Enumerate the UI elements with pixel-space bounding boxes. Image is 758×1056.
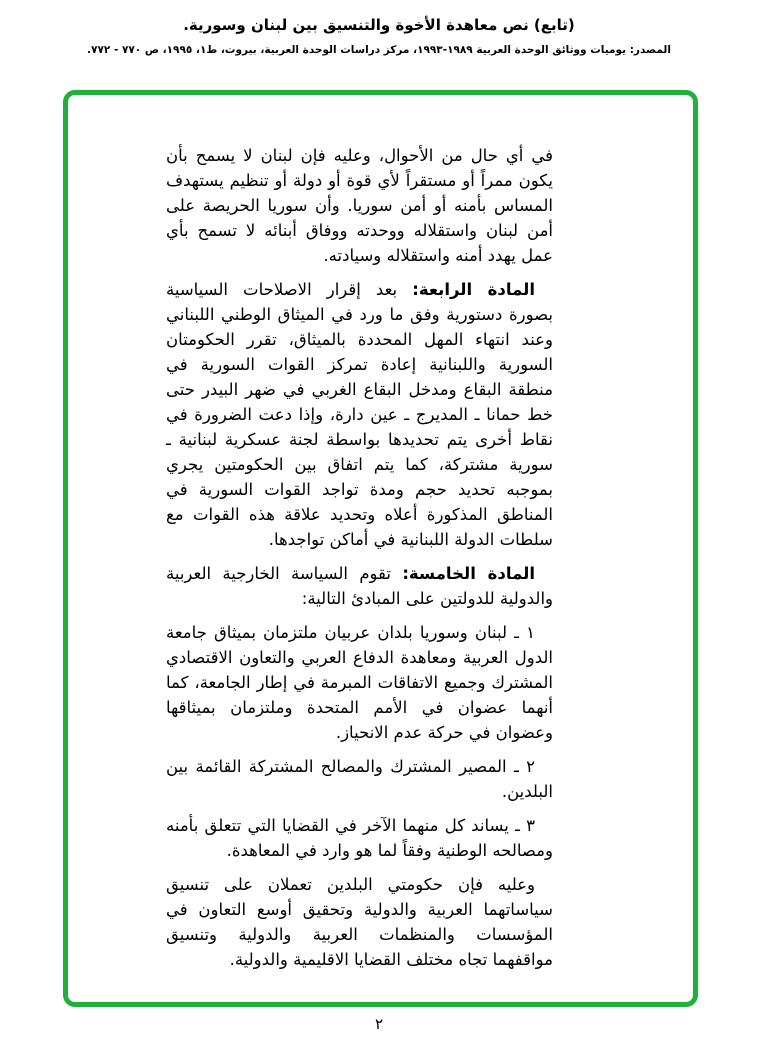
green-frame xyxy=(63,90,698,1007)
principle-item-1 xyxy=(166,620,553,745)
source-citation: المصدر: يوميات ووثائق الوحدة العربية ١٩٨٩-١٩٩٣، مركز دراسات الوحدة العربية، بيروت، ط١، ١٩٩٥، ص ٧٧٠ - ٧٧٢. xyxy=(87,44,671,56)
paragraph-text: تقوم السياسة الخارجية العربية والدولية للدولتين على المبادئ التالية: xyxy=(166,564,553,608)
page-header xyxy=(0,14,758,58)
article-four-paragraph xyxy=(166,277,553,552)
paragraph-text: في أي حال من الأحوال، وعليه فإن لبنان لا يسمح بأن يكون ممراً أو مستقراً لأي قوة أو دولة أو تنظيم يستهدف المساس بأمنه أو أمن سوريا. وأن سوريا الحريصة على أمن لبنان واستقلاله ووحدته ووفاق أبنائه لا تسمح بأي عمل يهدد أمنه واستقلاله وسيادته. xyxy=(166,146,553,265)
article-four-label: المادة الرابعة: xyxy=(412,280,535,299)
closing-paragraph xyxy=(166,872,553,972)
paragraph-text: بعد إقرار الاصلاحات السياسية بصورة دستورية وفق ما ورد في الميثاق الوطني اللبناني وعند انتهاء المهل المحددة بالميثاق، تقرر الحكومتان السورية واللبنانية إعادة تمركز القوات السورية في منطقة البقاع ومدخل البقاع الغربي في ضهر البيدر حتى خط حمانا ـ المديرج ـ عين دارة، وإذا دعت الضرورة في نقاط أخرى يتم تحديدها بواسطة لجنة عسكرية لبنانية ـ سورية مشتركة، كما يتم اتفاق بين الحكومتين يجري بموجبه تحديد حجم ومدة تواجد القوات السورية في المناطق المذكورة أعلاه وتحديد علاقة هذه القوات مع سلطات الدولة اللبنانية في أماكن تواجدها. xyxy=(166,280,553,549)
page-footer xyxy=(0,1014,758,1034)
paragraph-text: ٢ ـ المصير المشترك والمصالح المشتركة القائمة بين البلدين. xyxy=(166,757,553,801)
principle-item-3 xyxy=(166,813,553,863)
paragraph-text: ١ ـ لبنان وسوريا بلدان عربيان ملتزمان بميثاق جامعة الدول العربية ومعاهدة الدفاع العربي والتعاون الاقتصادي المشترك وجميع الاتفاقات المبرمة في إطار الجامعة، كما أنهما عضوان في الأمم المتحدة وملتزمان بميثاقها وعضوان في حركة عدم الانحياز. xyxy=(166,623,553,742)
principle-item-2 xyxy=(166,754,553,804)
paragraph-text: ٣ ـ يساند كل منهما الآخر في القضايا التي تتعلق بأمنه ومصالحه الوطنية وفقاً لما هو وارد في المعاهدة. xyxy=(166,816,553,860)
continuation-paragraph xyxy=(166,143,553,268)
page-number: ٢ xyxy=(374,1015,384,1033)
article-five-label: المادة الخامسة: xyxy=(402,564,535,583)
treaty-text-block xyxy=(68,95,693,972)
document-title: (تابع) نص معاهدة الأخوة والتنسيق بين لبنان وسورية. xyxy=(183,16,575,34)
article-five-paragraph xyxy=(166,561,553,611)
paragraph-text: وعليه فإن حكومتي البلدين تعملان على تنسيق سياساتهما العربية والدولية وتحقيق أوسع التعاون في المؤسسات والمنظمات العربية والدولية وتنسيق مواقفهما تجاه مختلف القضايا الاقليمية والدولية. xyxy=(166,875,553,969)
